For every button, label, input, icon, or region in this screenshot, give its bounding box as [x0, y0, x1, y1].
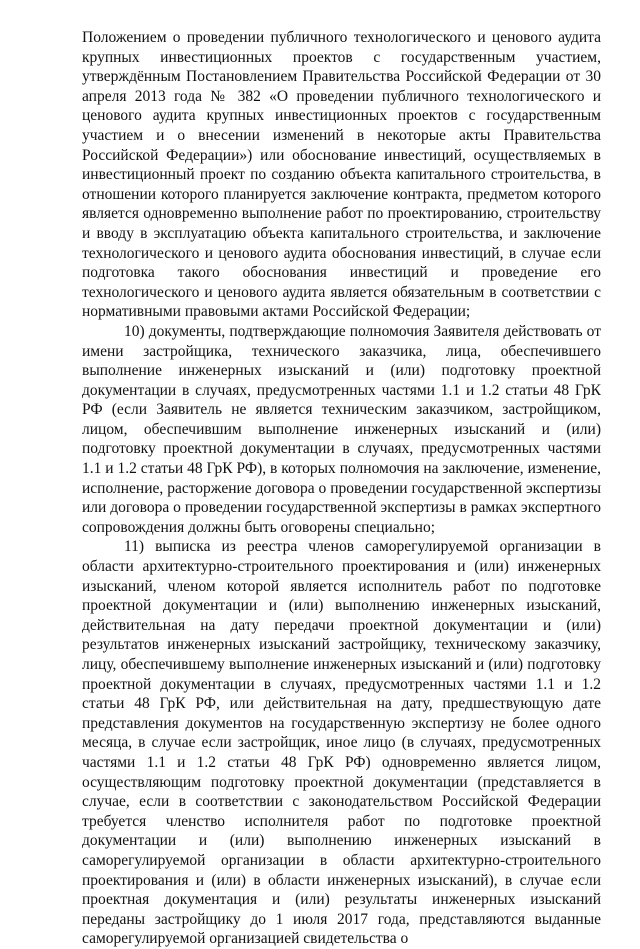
document-page: [82, 28, 601, 949]
paragraph-item-11: 11) выписка из реестра членов саморегулируемой организации в области архитектурно-строительного проектирования и (или) инженерных изысканий, членом которой является исполнитель работ по подготовке проектной документации и (или) выполнению инженерных изысканий, действительная на дату передачи проектной документации и (или) результатов инженерных изысканий застройщику, техническому заказчику, лицу, обеспечившему выполнение инженерных изысканий и (или) подготовку проектной документации в случаях, предусмотренных частями 1.1 и 1.2 статьи 48 ГрК РФ, или действительная на дату, предшествующую дате представления документов на государственную экспертизу не более одного месяца, в случае если застройщик, иное лицо (в случаях, предусмотренных частями 1.1 и 1.2 статьи 48 ГрК РФ) одновременно является лицом, осуществляющим подготовку проектной документации (представляется в случае, если в соответствии с законодательством Российской Федерации требуется членство исполнителя работ по подготовке проектной документации и (или) выполнению инженерных изысканий в саморегулируемой организации в области архитектурно-строительного проектирования и (или) в области инженерных изысканий), в случае если проектная документация и (или) результаты инженерных изысканий переданы застройщику до 1 июля 2017 года, представляются выданные саморегулируемой организацией свидетельства о: [82, 538, 601, 948]
paragraph-continuation: Положением о проведении публичного технологического и ценового аудита крупных инвестиционных проектов с государственным участием, утверждённым Постановлением Правительства Российской Федерации от 30 апреля 2013 года № 382 «О проведении публичного технологического и ценового аудита крупных инвестиционных проектов с государственным участием и о внесении изменений в некоторые акты Правительства Российской Федерации») или обоснование инвестиций, осуществляемых в инвестиционный проект по созданию объекта капитального строительства, в отношении которого планируется заключение контракта, предметом которого является одновременно выполнение работ по проектированию, строительству и вводу в эксплуатацию объекта капитального строительства, и заключение технологического и ценового аудита обоснования инвестиций, в случае если подготовка такого обоснования инвестиций и проведение его технологического и ценового аудита является обязательным в соответствии с нормативными правовыми актами Российской Федерации;: [82, 29, 601, 321]
paragraph-item-10: 10) документы, подтверждающие полномочия Заявителя действовать от имени застройщика, технического заказчика, лица, обеспечившего выполнение инженерных изысканий и (или) подготовку проектной документации в случаях, предусмотренных частями 1.1 и 1.2 статьи 48 ГрК РФ (если Заявитель не является техническим заказчиком, застройщиком, лицом, обеспечившим выполнение инженерных изысканий и (или) подготовку проектной документации в случаях, предусмотренных частями 1.1 и 1.2 статьи 48 ГрК РФ), в которых полномочия на заключение, изменение, исполнение, расторжение договора о проведении государственной экспертизы или договора о проведении государственной экспертизы в рамках экспертного сопровождения должны быть оговорены специально;: [82, 322, 601, 536]
